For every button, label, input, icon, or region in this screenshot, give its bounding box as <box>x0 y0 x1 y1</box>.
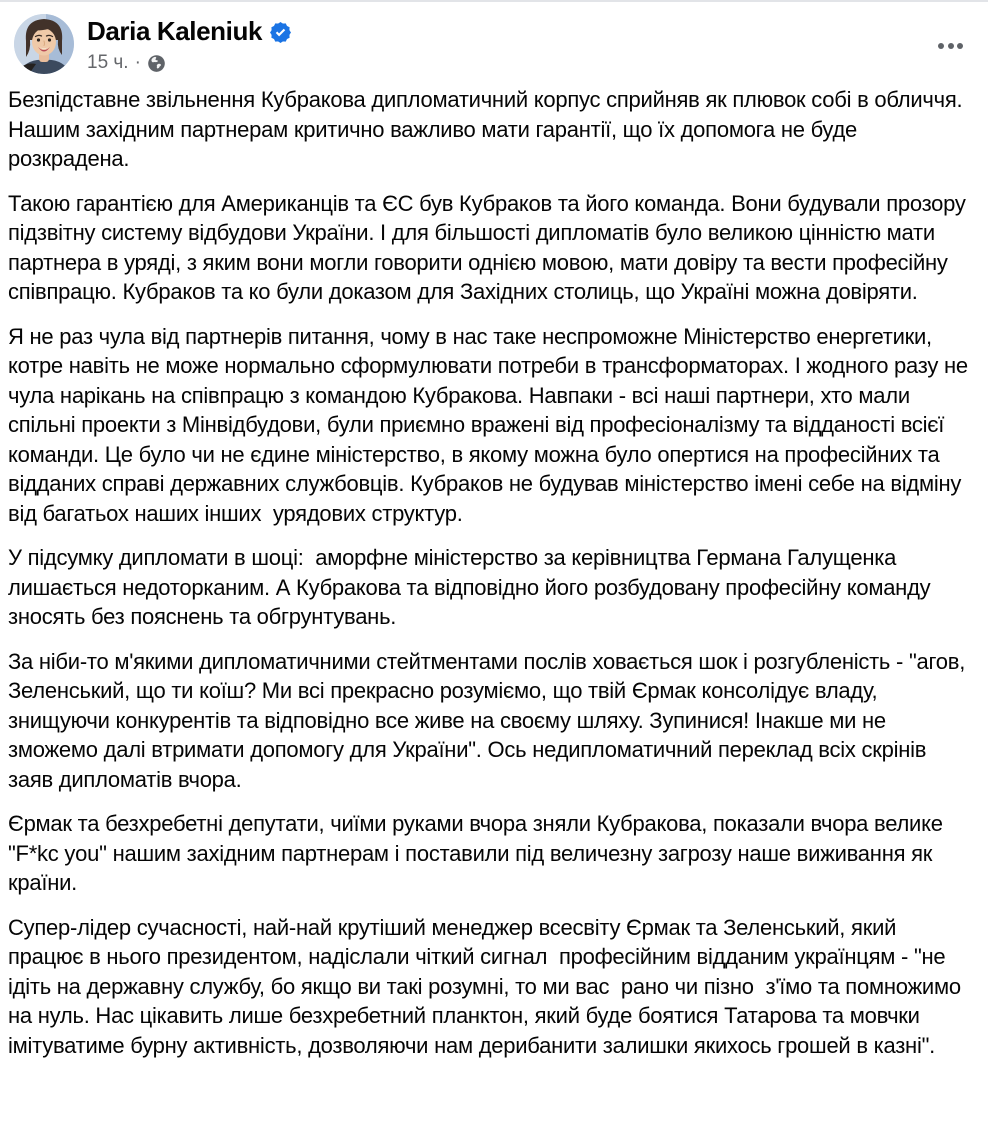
post-paragraph: Єрмак та безхребетні депутати, чиїми руками вчора зняли Кубракова, показали вчора велике "F*kc you" нашим західним партнерам і поставили під величезну загрозу наше виживання як країни. <box>8 811 949 895</box>
post-paragraph: Безпідставне звільнення Кубракова дипломатичний корпус сприйняв як плювок собі в обличчя. Нашим західним партнерам критично важливо мати гарантії, що їх допомога не буде розкрадена. <box>8 87 975 171</box>
header-text <box>87 14 291 74</box>
post-meta-row <box>87 52 291 74</box>
post-paragraph: Такою гарантією для Американців та ЄС був Кубраков та його команда. Вони будували прозору підзвітну систему відбудови України. І для більшості дипломатів було великою цінністю мати партнера в уряді, з яким вони могли говорити однією мовою, мати довіру та вести професійну співпрацю. Кубраков та ко були доказом для Західних столиць, що Україні можна довіряти. <box>8 190 972 304</box>
post-paragraph: За ніби-то м'якими дипломатичними стейтментами послів ховається шок і розгубленість - "агов, Зеленський, що ти коїш? Ми всі прекрасно розуміємо, що твій Єрмак консолідує владу, знищуючи конкурентів та відповідно все живе на своєму шляху. Зупинися! Інакше ми не зможемо далі втримати допомогу для України". Ось недипломатичний переклад всіх скрінів заяв дипломатів вчора. <box>8 648 971 792</box>
verified-badge-icon <box>270 22 291 43</box>
more-options-button[interactable] <box>931 34 970 58</box>
author-name[interactable]: Daria Kaleniuk <box>87 16 263 46</box>
post-paragraph: У підсумку дипломати в шоці: аморфне міністерство за керівництва Германа Галущенка лишається недоторканим. А Кубракова та відповідно його розбудовану професійну команду зносять без пояснень та обгрунтувань. <box>8 545 937 629</box>
meta-separator: · <box>134 51 141 73</box>
more-dot <box>957 43 963 49</box>
post-header <box>0 2 988 78</box>
avatar[interactable] <box>14 14 74 74</box>
profile-photo <box>14 14 74 74</box>
more-dot <box>938 43 944 49</box>
more-dot <box>948 43 954 49</box>
globe-icon <box>147 54 166 73</box>
post-body <box>0 78 988 1084</box>
post-paragraph: Я не раз чула від партнерів питання, чому в нас таке неспроможне Міністерство енергетики, котре навіть не може нормально сформулювати потреби в трансформаторах. І жодного разу не чула нарікань на співпрацю з командою Кубракова. Навпаки - всі наші партнери, хто мали спільні проекти з Мінвідбудови, були приємно вражені від професіоналізму та відданості всієї команди. Це було чи не єдине міністерство, в якому можна було опертися на професійних та відданих справі державних службовців. Кубраков не будував міністерство імені себе на відміну від багатьох наших інших урядових структур. <box>8 323 974 526</box>
post-timestamp[interactable]: 15 ч. <box>87 51 129 73</box>
name-row <box>87 17 291 47</box>
post-paragraph: Супер-лідер сучасності, най-най крутіший менеджер всесвіту Єрмак та Зеленський, який працює в нього президентом, надіслали чіткий сигнал професійним відданим українцям - "не ідіть на державну службу, бо якщо ви такі розумні, то ми вас рано чи пізно з'їмо та помножимо на нуль. Нас цікавить лише безхребетний планктон, який буде боятися Татарова та мовчки імітуватиме бурну активність, дозволяючи нам дерибанити залишки якихось грошей в казні". <box>8 914 967 1058</box>
